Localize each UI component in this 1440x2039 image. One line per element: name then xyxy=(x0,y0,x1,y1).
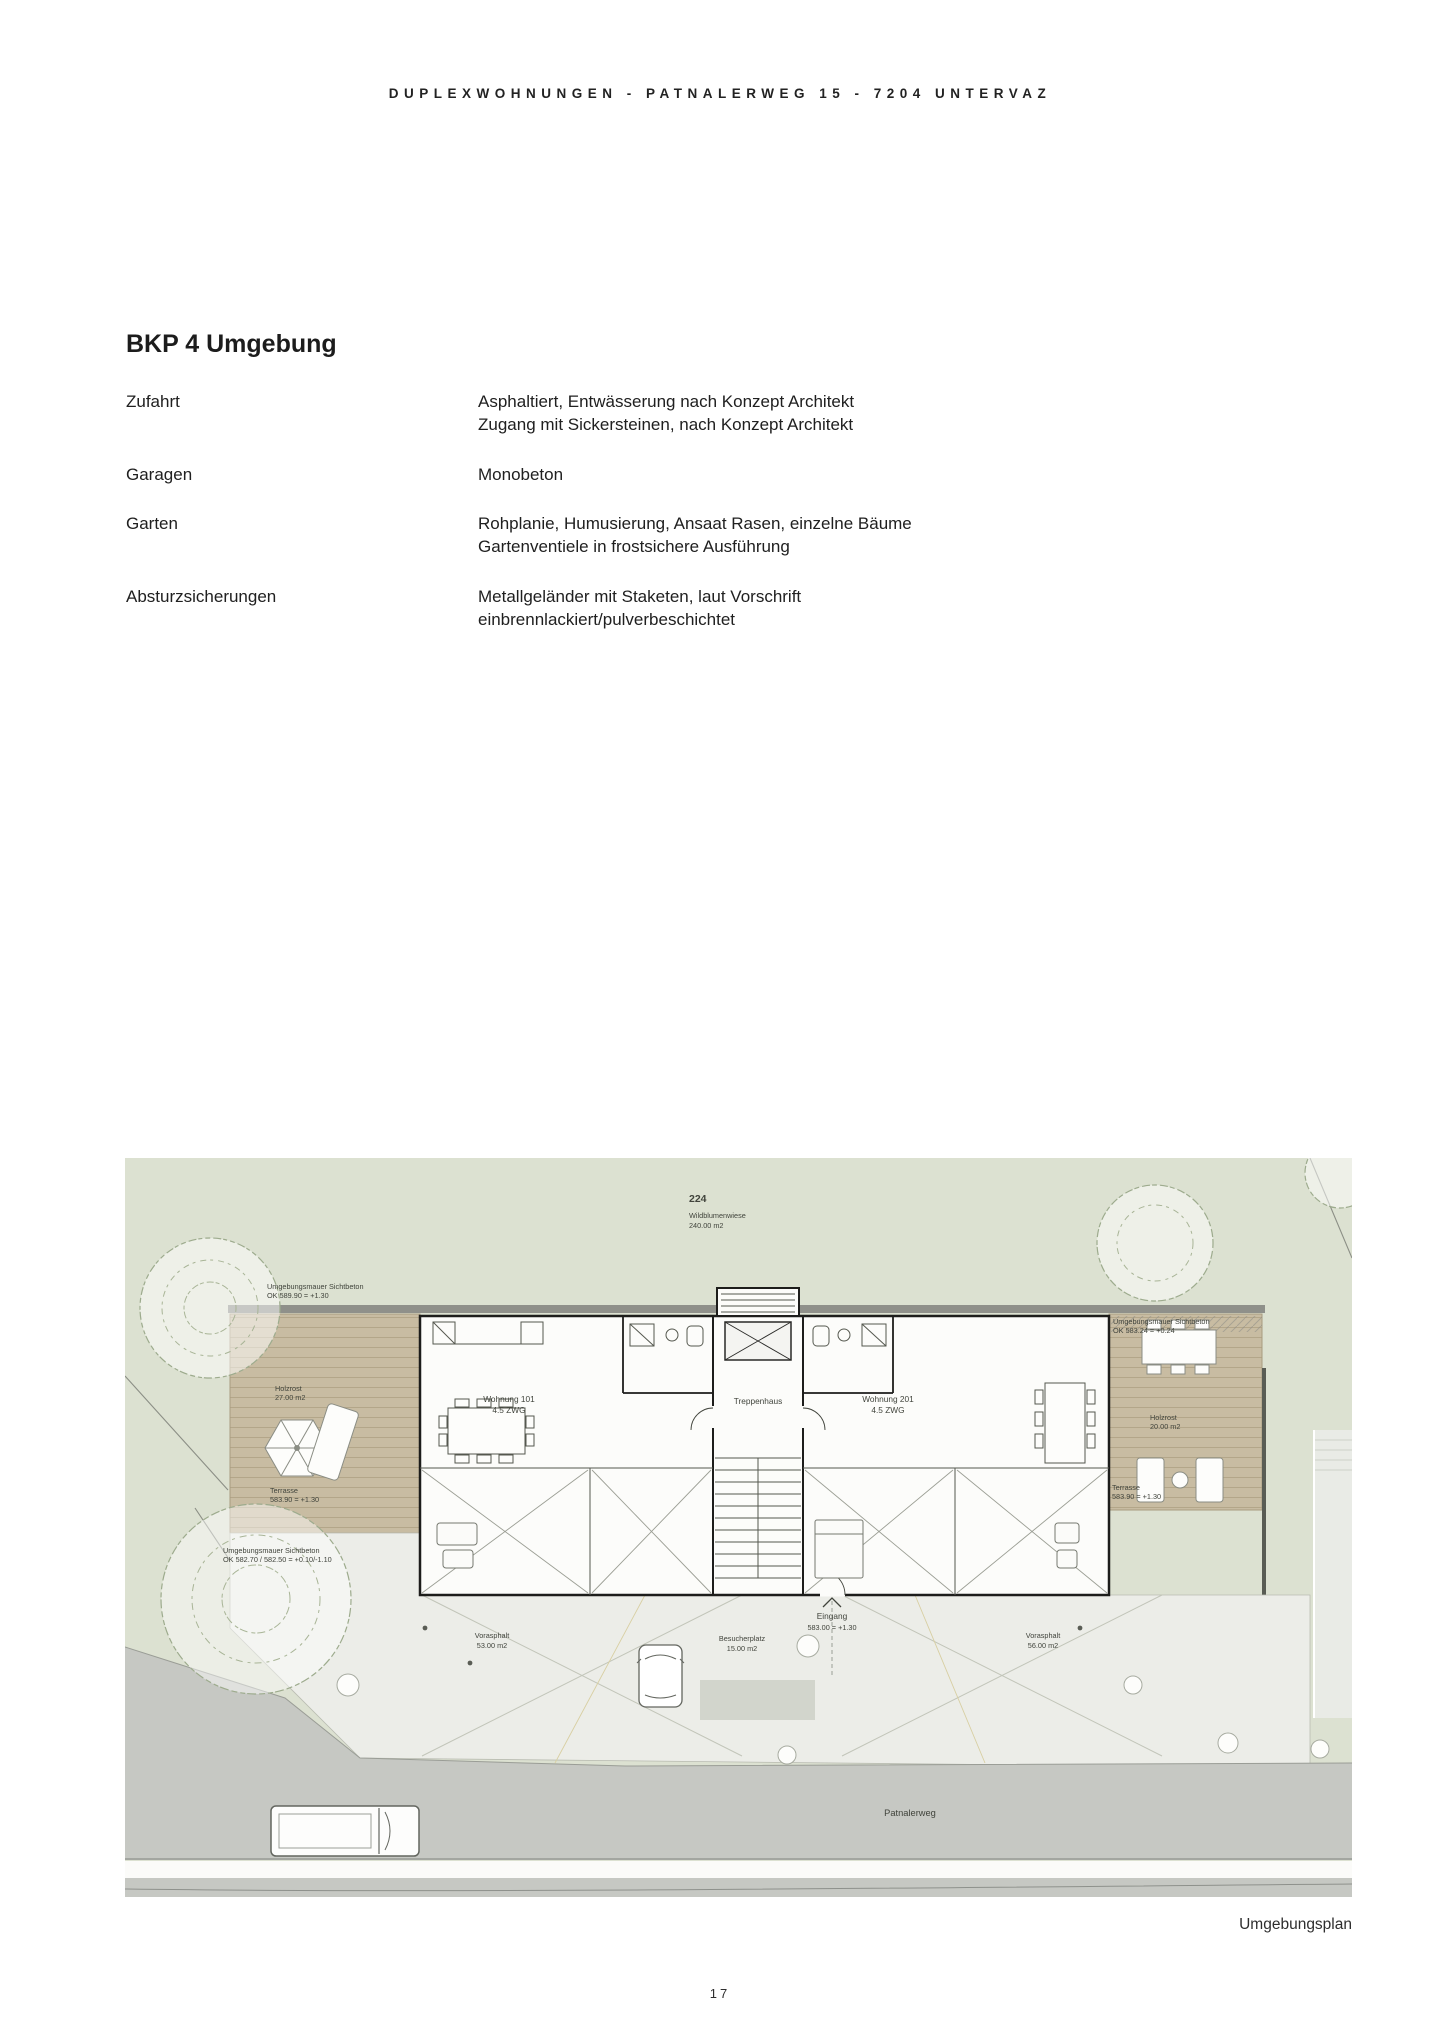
building-plan xyxy=(420,1288,1109,1595)
spec-desc xyxy=(478,390,1198,436)
svg-text:Terrasse: Terrasse xyxy=(1112,1483,1140,1492)
spec-desc xyxy=(478,512,1198,558)
spec-desc-line: Rohplanie, Humusierung, Ansaat Rasen, einzelne Bäume xyxy=(478,514,912,533)
spec-term: Garagen xyxy=(126,465,193,484)
bed-icon xyxy=(815,1520,863,1578)
road-label: Patnalerweg xyxy=(884,1808,936,1818)
plan-caption: Umgebungsplan xyxy=(1239,1916,1352,1933)
truck-icon xyxy=(271,1806,419,1856)
spec-desc-line: Metallgeländer mit Staketen, laut Vorschrift xyxy=(478,587,802,606)
spec-term: Absturzsicherungen xyxy=(126,587,277,606)
spec-desc-line: einbrennlackiert/pulverbeschichtet xyxy=(478,610,736,629)
svg-text:583.90 = +1.30: 583.90 = +1.30 xyxy=(270,1495,320,1504)
svg-text:4.5 ZWG: 4.5 ZWG xyxy=(492,1405,526,1415)
tree-icon xyxy=(1097,1185,1213,1301)
visitor-slab xyxy=(700,1680,815,1720)
spec-desc-line: Monobeton xyxy=(478,465,564,484)
page-header: DUPLEXWOHNUNGEN - PATNALERWEG 15 - 7204 UNTERVAZ xyxy=(388,86,1052,101)
svg-text:Treppenhaus: Treppenhaus xyxy=(733,1396,783,1406)
svg-text:Wildblumenwiese: Wildblumenwiese xyxy=(689,1211,746,1220)
svg-text:OK 583.24 = +0.24: OK 583.24 = +0.24 xyxy=(1113,1326,1175,1335)
page-number: 17 xyxy=(709,1986,731,2001)
section-title: BKP 4 Umgebung xyxy=(126,330,337,358)
svg-text:583.00 = +1.30: 583.00 = +1.30 xyxy=(807,1623,857,1632)
svg-text:20.00 m2: 20.00 m2 xyxy=(1150,1422,1181,1431)
svg-text:4.5 ZWG: 4.5 ZWG xyxy=(871,1405,905,1415)
spec-desc xyxy=(478,463,1198,486)
svg-text:Wohnung 201: Wohnung 201 xyxy=(862,1394,914,1404)
entry-canopy xyxy=(717,1288,799,1316)
svg-text:53.00 m2: 53.00 m2 xyxy=(476,1641,508,1650)
spec-desc-line: Gartenventiele in frostsichere Ausführung xyxy=(478,537,790,556)
svg-text:Vorasphalt: Vorasphalt xyxy=(474,1631,510,1640)
svg-text:OK 589.90 = +1.30: OK 589.90 = +1.30 xyxy=(267,1291,329,1300)
svg-text:Vorasphalt: Vorasphalt xyxy=(1025,1631,1061,1640)
svg-text:Besucherplatz: Besucherplatz xyxy=(718,1634,766,1643)
site-plan xyxy=(125,1158,1352,1897)
site-plan-drawing xyxy=(125,1158,1352,1897)
svg-text:15.00 m2: 15.00 m2 xyxy=(726,1644,758,1653)
path-right xyxy=(1314,1430,1352,1718)
sofa-icon xyxy=(437,1523,477,1568)
spec-desc-line: Asphaltiert, Entwässerung nach Konzept Architekt xyxy=(478,392,855,411)
svg-text:27.00 m2: 27.00 m2 xyxy=(275,1393,306,1402)
svg-text:240.00 m2: 240.00 m2 xyxy=(689,1221,724,1230)
svg-text:Wohnung 101: Wohnung 101 xyxy=(483,1394,535,1404)
svg-text:583.90 = +1.30: 583.90 = +1.30 xyxy=(1112,1492,1162,1501)
svg-text:Umgebungsmauer Sichtbeton: Umgebungsmauer Sichtbeton xyxy=(223,1546,320,1555)
svg-text:Holzrost: Holzrost xyxy=(275,1384,302,1393)
svg-text:Eingang: Eingang xyxy=(816,1611,848,1621)
tree-icon xyxy=(161,1504,351,1694)
spec-desc-line: Zugang mit Sickersteinen, nach Konzept Architekt xyxy=(478,415,854,434)
svg-text:Holzrost: Holzrost xyxy=(1150,1413,1177,1422)
spec-term: Garten xyxy=(126,514,178,533)
svg-text:OK 582.70 / 582.50 = +0.10/-1.: OK 582.70 / 582.50 = +0.10/-1.10 xyxy=(223,1555,332,1564)
svg-text:Terrasse: Terrasse xyxy=(270,1486,298,1495)
spec-desc xyxy=(478,585,1198,631)
svg-text:224: 224 xyxy=(689,1193,707,1205)
spec-term: Zufahrt xyxy=(126,392,180,411)
wall-label-bottom xyxy=(223,1546,332,1564)
car-icon xyxy=(637,1645,684,1707)
svg-text:Umgebungsmauer Sichtbeton: Umgebungsmauer Sichtbeton xyxy=(1113,1317,1210,1326)
svg-text:56.00 m2: 56.00 m2 xyxy=(1027,1641,1059,1650)
svg-text:Umgebungsmauer Sichtbeton: Umgebungsmauer Sichtbeton xyxy=(267,1282,364,1291)
tree-icon xyxy=(140,1238,280,1378)
